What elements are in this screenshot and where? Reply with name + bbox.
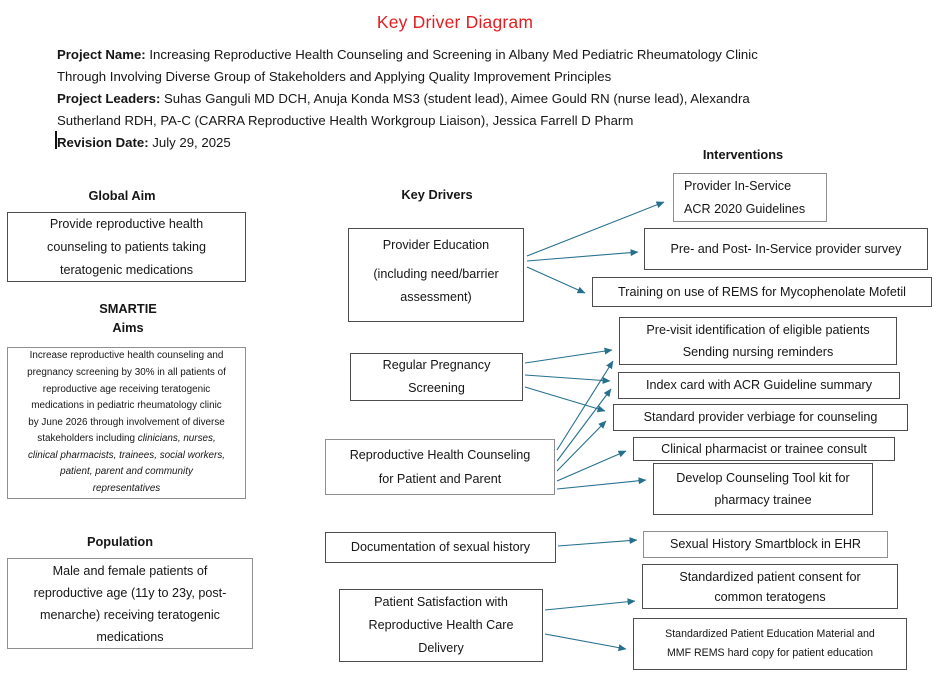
intervention-rems-training-box: Training on use of REMS for Mycophenolate Mofetil [592,277,932,307]
driver-documentation-sexual-history-box: Documentation of sexual history [325,532,556,563]
heading-smartie-aims: Aims [112,320,144,335]
arrow-doc-smartblock [558,540,637,546]
intervention-education-material-box: Standardized Patient Education Material and MMF REMS hard copy for patient education [633,618,907,670]
revision-date-line: Revision Date: July 29, 2025 [57,135,231,150]
intervention-patient-consent-box: Standardized patient consent for common teratogens [642,564,898,609]
project-name-line1: Project Name: Increasing Reproductive Health Counseling and Screening in Albany Med Pediatric Rheumatology Clinic [57,47,758,62]
intervention-smartblock-ehr-box: Sexual History Smartblock in EHR [643,531,888,558]
arrow-providered-prepost [527,252,638,261]
driver-patient-satisfaction-box: Patient Satisfaction with Reproductive Health Care Delivery [339,589,543,662]
intervention-previsit-identification-box: Pre-visit identification of eligible patients Sending nursing reminders [619,317,897,365]
arrow-rps-previsit [525,350,612,363]
project-leaders-line2: Sutherland RDH, PA-C (CARRA Reproductive Health Workgroup Liaison), Jessica Farrell D Pharm [57,113,634,128]
arrow-rhc-toolkit [557,480,646,489]
intervention-provider-inservice-box: Provider In-Service ACR 2020 Guidelines [673,173,827,222]
arrow-rhc-standard [557,421,606,471]
intervention-index-card-box: Index card with ACR Guideline summary [618,372,900,399]
heading-smartie: SMARTIE [99,301,157,316]
page-title: Key Driver Diagram [376,12,534,32]
text-cursor [55,131,57,149]
project-info [57,44,887,154]
smartie-aims-box: Increase reproductive health counseling and pregnancy screening by 30% in all patients of reproductive age receiving teratogenic medications in pediatric rheumatology clinic by June 2026 through involvement of diverse stakeholders including clinicians, nurses, clinical pharmacists, trainees, social workers, patient, parent and community representatives [7,347,246,499]
population-box: Male and female patients of reproductive age (11y to 23y, post- menarche) receiving teratogenic medications [7,558,253,649]
driver-regular-pregnancy-screening-box: Regular Pregnancy Screening [350,353,523,401]
arrow-rhc-previsit [557,361,613,450]
project-leaders-line1: Project Leaders: Suhas Ganguli MD DCH, Anuja Konda MS3 (student lead), Aimee Gould RN (nurse lead), Alexandra [57,91,750,106]
heading-global-aim: Global Aim [88,188,156,203]
intervention-standard-verbiage-box: Standard provider verbiage for counseling [613,404,908,431]
intervention-clinical-pharmacist-box: Clinical pharmacist or trainee consult [633,437,895,461]
intervention-prepost-survey-box: Pre- and Post- In-Service provider survey [644,228,928,270]
arrow-rhc-clinical [557,451,626,481]
driver-provider-education-box: Provider Education (including need/barrier assessment) [348,228,524,322]
arrow-providered-training [527,267,585,293]
heading-key-drivers: Key Drivers [401,187,473,202]
arrow-psat-consent [545,601,635,610]
arrow-rhc-indexcard [557,389,611,461]
driver-reproductive-health-counseling-box: Reproductive Health Counseling for Patient and Parent [325,439,555,495]
heading-interventions: Interventions [702,147,784,162]
global-aim-box: Provide reproductive health counseling to patients taking teratogenic medications [7,212,246,282]
arrow-psat-edumaterial [545,634,626,649]
arrow-rps-standard [525,387,605,411]
project-name-line2: Through Involving Diverse Group of Stakeholders and Applying Quality Improvement Principles [57,69,612,84]
arrow-rps-indexcard [525,375,610,381]
heading-population: Population [86,534,154,549]
intervention-counseling-toolkit-box: Develop Counseling Tool kit for pharmacy trainee [653,463,873,515]
